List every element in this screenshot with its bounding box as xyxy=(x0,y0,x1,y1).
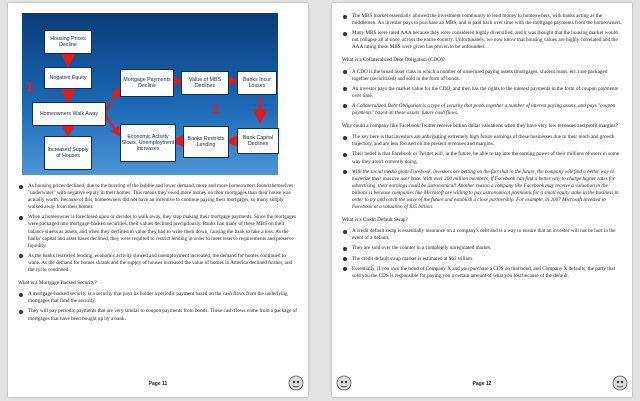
section-heading-mbs: What is a Mortgage Backed Security? xyxy=(18,280,97,287)
bullet: Their belief is that Facebook or Twitter will, in the future, be able to tap into the earning power of their millions of users in some way they aren't currently doing. xyxy=(342,151,622,165)
bullet: The key here is that investors are anticipating extremely high future earnings of these businesses due to their reach and growth trajectory, and are less focused on the present revenues and margins. xyxy=(342,134,622,148)
section-heading-facebook: Why could a company like Facebook/Twitter receive billion dollar valuations when they have very low revenues and profit margins? xyxy=(342,123,618,130)
housing-crisis-diagram xyxy=(22,13,278,175)
bullet: A CDO is the broad asset class in which a number of unsecured paying assets (mortgages, student loans, etc.) are packaged together (securitized) and sold in the form of bonds. xyxy=(342,69,622,83)
bullet: An investor pays the market value for the CDO, and then has the rights to the interest payments in the form of coupon payments over time. xyxy=(342,86,622,100)
box-economic-activity: Economic Activity Slows, Unemployment Increases xyxy=(120,124,176,162)
box-homeowners-walk: Homeowners Walk Away xyxy=(32,102,106,126)
bullet: As the banks restricted lending, economic activity slowed and unemployment increased, the demand for homes continued to wane. As the demand for homes shrank and the supply of houses increased the value of homes in America declined further, and the cycle continued. xyxy=(18,253,298,274)
bullet: A mortgage-backed security is a security that pays its holder a periodic payment based on the cash flows from the underlying mortgages that fund the security. xyxy=(18,291,298,305)
page-number: Page 11 xyxy=(148,381,168,387)
page-footer xyxy=(8,375,308,393)
section-heading-cds: What is a Credit Default Swap? xyxy=(342,217,408,224)
bullet: When a homeowner is foreclosed upon or decides to walk away, they stop making their mortgage payments. Since the mortgages were packaged into mortgage-backed securities, their values declined precipitously. Banks had many of these MBS on their balance sheets as assets, and when they declined in value they had to write them down, causing the bank to take a loss. As the banks' capital and asset bases declined, they were required to restrict lending in order to meet reserve requirements and preserve liquidity. xyxy=(18,214,298,249)
box-negative-equity: Negative Equity xyxy=(44,67,92,89)
page-11-body xyxy=(18,183,298,326)
bullet: The MBS market essentially allowed the investment community to lend money to homeowners, with banks acting as the middlemen. An investor pays to purchase an MBS, and is paid back over time with the mortgage payments from the homeowners. xyxy=(342,13,622,27)
bullet: Essentially, if you own the bond of Company X and you purchase a CDS on that bond, and Company X defaults, the party that sold you the CDS is responsible for paying you a certain amount of what you lost because of the default. xyxy=(342,266,622,280)
bullet: With the social media giant Facebook, investors are betting on the fact that in the future, the company will find a better way to monetize their massive user base. With over 200 million members, if Facebook can find a better way to charge higher rates for advertising, their earnings could be astronomical! Another reason a company like Facebook may receive a valuation in the billions is because companies like Microsoft are willing to pay astronomical premiums for a small equity stake in the business in order to try and catch the wave of the future and establish a close partnership. For example, in 2007 Microsoft invested in Facebook at a valuation of $15 billion. xyxy=(342,169,622,212)
bullet: As housing prices declined, due to the bursting of the bubble and lower demand, more and more homeowners found themselves "underwater" with negative equity in their homes. This means they owed more money on their mortgages than their house was actually worth. Because of this, homeowners did not have an incentive to continue paying their mortgages, so many simply walked away from their homes. xyxy=(18,183,298,211)
running-header: ··· xyxy=(14,5,17,9)
page-12-body xyxy=(342,13,622,283)
arrow-to-economic xyxy=(104,113,119,135)
box-increased-supply: Increased Supply of Houses xyxy=(44,136,92,170)
arrow-to-mortgage xyxy=(104,89,119,113)
diagram-number-1: 1 xyxy=(26,79,34,94)
bullet: A credit default swap is essentially insurance on a company's debt and is a way to ensure that an investor will not be hurt in the event of a default. xyxy=(342,228,622,242)
page-footer xyxy=(332,375,632,393)
box-bank-capital: Bank Capital Declines xyxy=(237,128,279,154)
box-banks-restrict: Banks Restricts Lending xyxy=(183,126,229,158)
diagram-number-2: 2 xyxy=(212,101,220,116)
page-number: Page 12 xyxy=(472,381,492,387)
box-mortgage-payments: Mortgage Payments Decline xyxy=(120,69,174,97)
running-header: ··· xyxy=(338,5,341,9)
bullet: They are sold over the counter in a completely unregulated market. xyxy=(342,245,622,252)
box-banks-losses: Banks Incur Losses xyxy=(237,71,277,95)
section-heading-cdo: What is a Collateralized Debt Obligation (CDO)? xyxy=(342,57,445,64)
box-value-mbs: Value of MBS Declines xyxy=(181,71,229,95)
page-11 xyxy=(8,3,308,397)
page-12 xyxy=(332,3,632,397)
mascot-icon xyxy=(612,375,628,391)
box-housing-prices: Housing Prices Decline xyxy=(44,30,92,54)
bullet: The credit default swap market is estimated at $62 trillion. xyxy=(342,256,622,263)
bullet: They will pay periodic payments that are very similar to coupon payments from bonds. These cash flows come from a package of mortgages that have been bought up by a bank. xyxy=(18,308,298,322)
bullet: A Collateralized Debt Obligation is a type of security that pools together a number of interest paying assets, and pays "coupon payments" based on these assets' future cash flows. xyxy=(342,103,622,117)
bullet: Many MBS were rated AAA because they were considered highly diversified, and it was thought that the housing market would not collapse all at once, across the entire country. Unfortunately, we now know that housing values are highly correlated and the AAA rating these MBS were given has proven to be unfounded. xyxy=(342,30,622,51)
